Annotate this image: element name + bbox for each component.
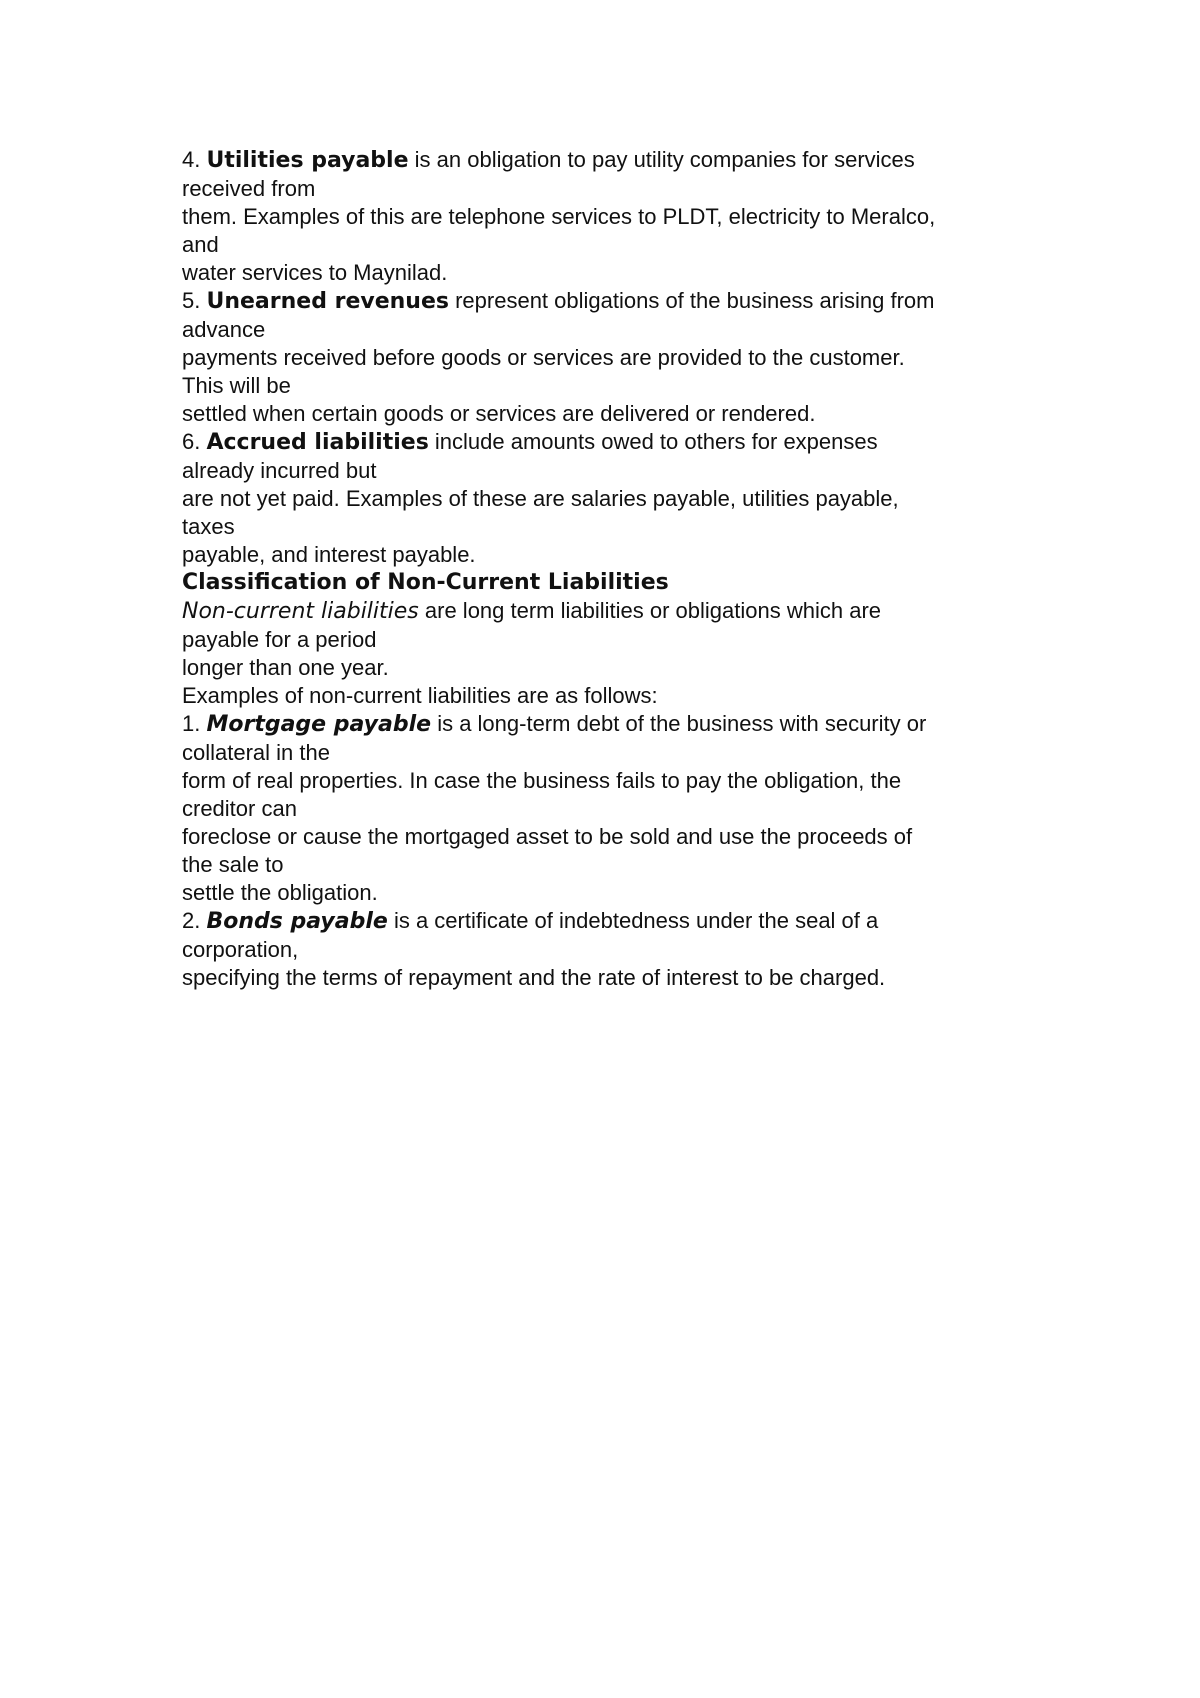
definition-text: is a long-term debt of the business with security or <box>431 711 927 736</box>
list-item-unearned-revenues <box>182 287 1032 316</box>
text-line: taxes <box>182 514 235 539</box>
definition-non-current-liabilities <box>182 597 1032 626</box>
text-line: advance <box>182 317 266 342</box>
item-number: 6. <box>182 429 207 454</box>
text-line: specifying the terms of repayment and the rate of interest to be charged. <box>182 965 886 990</box>
list-item-bonds-payable <box>182 907 1032 936</box>
definition-text: are long term liabilities or obligations which are <box>418 598 882 623</box>
definition-text: represent obligations of the business arising from <box>448 288 935 313</box>
item-number: 2. <box>182 908 207 933</box>
text-line: received from <box>182 176 316 201</box>
text-line: payable for a period <box>182 627 377 652</box>
term-non-current-liabilities: Non-current liabilities <box>182 599 419 624</box>
text-line: and <box>182 232 219 257</box>
text-line: longer than one year. <box>182 655 389 680</box>
text-line: collateral in the <box>182 740 330 765</box>
text-line: Examples of non-current liabilities are as follows: <box>182 683 658 708</box>
list-item-accrued-liabilities <box>182 428 1032 457</box>
term-mortgage-payable: Mortgage payable <box>206 712 432 737</box>
text-line: payments received before goods or services are provided to the customer. <box>182 345 905 370</box>
definition-text: include amounts owed to others for expenses <box>428 429 878 454</box>
text-line: water services to Maynilad. <box>182 260 448 285</box>
term-accrued-liabilities: Accrued liabilities <box>206 430 429 455</box>
text-line: foreclose or cause the mortgaged asset to be sold and use the proceeds of <box>182 824 913 849</box>
document-body <box>182 146 1032 992</box>
text-line: creditor can <box>182 796 297 821</box>
term-unearned-revenues: Unearned revenues <box>206 289 449 314</box>
term-bonds-payable: Bonds payable <box>206 909 388 934</box>
section-heading: Classification of Non-Current Liabilities <box>182 570 669 595</box>
list-item-mortgage-payable <box>182 710 1032 739</box>
text-line: already incurred but <box>182 458 377 483</box>
text-line: This will be <box>182 373 291 398</box>
definition-text: is an obligation to pay utility companies for services <box>408 147 915 172</box>
item-number: 5. <box>182 288 207 313</box>
item-number: 4. <box>182 147 207 172</box>
list-item-utilities-payable <box>182 146 1032 175</box>
text-line: them. Examples of this are telephone services to PLDT, electricity to Meralco, <box>182 204 936 229</box>
item-number: 1. <box>182 711 207 736</box>
text-line: payable, and interest payable. <box>182 542 476 567</box>
term-utilities-payable: Utilities payable <box>206 148 409 173</box>
text-line: the sale to <box>182 852 284 877</box>
text-line: corporation, <box>182 937 299 962</box>
text-line: form of real properties. In case the business fails to pay the obligation, the <box>182 768 902 793</box>
text-line: settle the obligation. <box>182 880 378 905</box>
definition-text: is a certificate of indebtedness under the seal of a <box>387 908 879 933</box>
text-line: are not yet paid. Examples of these are salaries payable, utilities payable, <box>182 486 899 511</box>
text-line: settled when certain goods or services are delivered or rendered. <box>182 401 816 426</box>
